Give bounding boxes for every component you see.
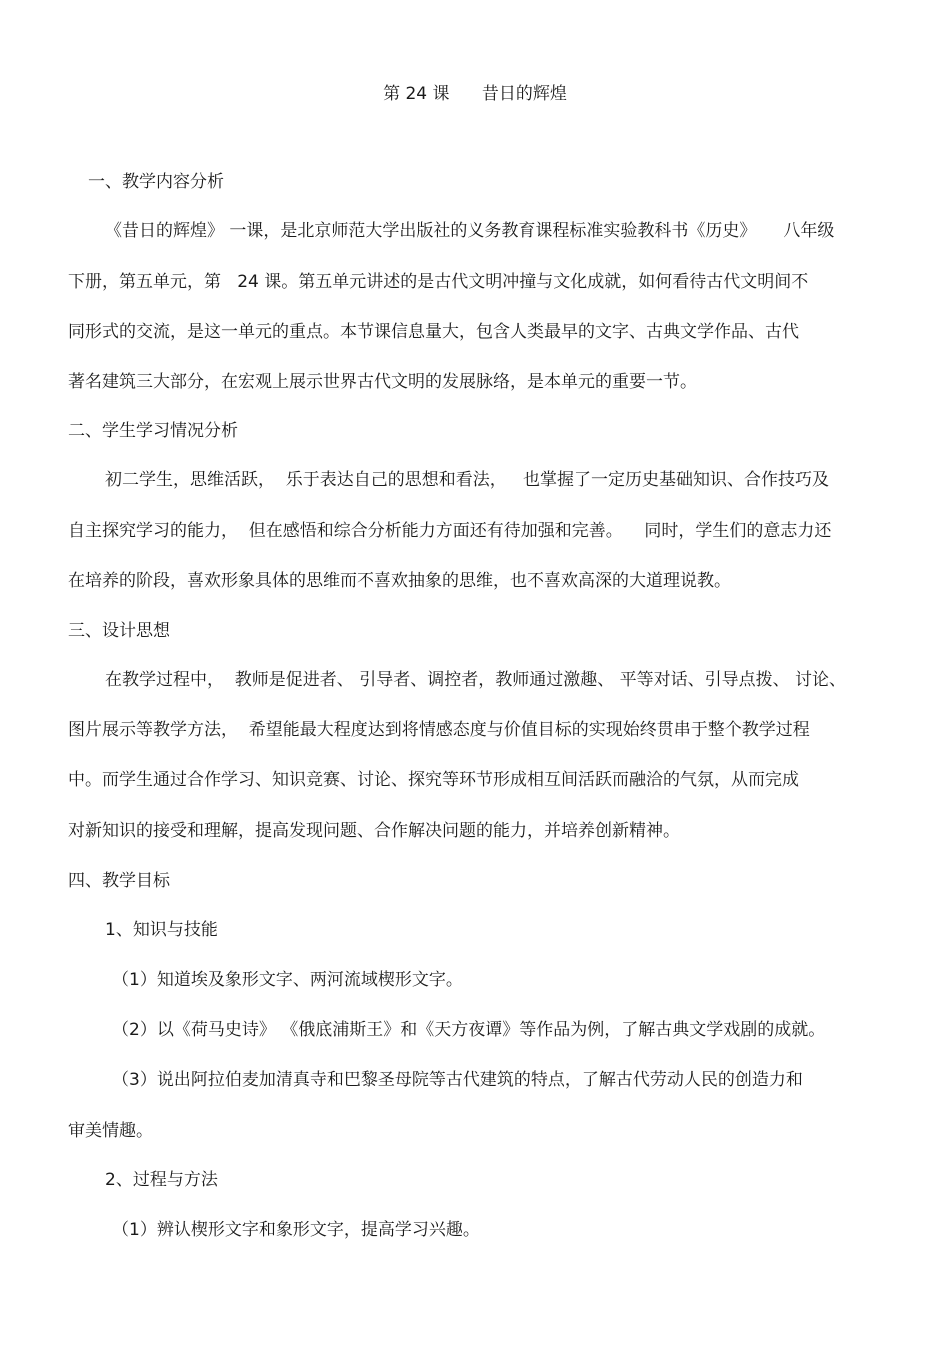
paragraph-line: 中。而学生通过合作学习、知识竞赛、讨论、探究等环节形成相互间活跃而融洽的气氛，从而完成 bbox=[68, 770, 799, 790]
paragraph-line: 《昔日的辉煌》 一课，是北京师范大学出版社的义务教育课程标准实验教科书《历史》 八年级 bbox=[105, 221, 835, 241]
section-heading-design: 三、设计思想 bbox=[68, 621, 170, 641]
paragraph-line: 初二学生，思维活跃， 乐于表达自己的思想和看法， 也掌握了一定历史基础知识、合作技巧及 bbox=[105, 470, 830, 490]
paragraph-line: 下册，第五单元，第 24 课。第五单元讲述的是古代文明冲撞与文化成就，如何看待古代文明间不 bbox=[68, 272, 809, 292]
section-heading-content-analysis: 一、教学内容分析 bbox=[88, 172, 224, 192]
subheading-knowledge-skills: 1、知识与技能 bbox=[105, 920, 218, 940]
list-item: （1）知道埃及象形文字、两河流域楔形文字。 bbox=[112, 970, 463, 990]
list-item: （2）以《荷马史诗》 《俄底浦斯王》和《天方夜谭》等作品为例，了解古典文学戏剧的成就。 bbox=[112, 1020, 826, 1040]
paragraph-line: 对新知识的接受和理解，提高发现问题、合作解决问题的能力，并培养创新精神。 bbox=[68, 821, 680, 841]
list-item: （1）辨认楔形文字和象形文字，提高学习兴趣。 bbox=[112, 1220, 480, 1240]
lesson-title: 第 24 课 昔日的辉煌 bbox=[383, 84, 567, 104]
paragraph-line: 著名建筑三大部分，在宏观上展示世界古代文明的发展脉络，是本单元的重要一节。 bbox=[68, 372, 697, 392]
paragraph-line: 图片展示等教学方法， 希望能最大程度达到将情感态度与价值目标的实现始终贯串于整个教学过程 bbox=[68, 720, 810, 740]
subheading-process-method: 2、过程与方法 bbox=[105, 1170, 218, 1190]
section-heading-objectives: 四、教学目标 bbox=[68, 871, 170, 891]
section-heading-student-analysis: 二、学生学习情况分析 bbox=[68, 421, 238, 441]
paragraph-line: 在教学过程中， 教师是促进者、 引导者、调控者，教师通过激趣、 平等对话、引导点拨、 讨论、 bbox=[105, 670, 847, 690]
list-item: （3）说出阿拉伯麦加清真寺和巴黎圣母院等古代建筑的特点，了解古代劳动人民的创造力和 bbox=[112, 1070, 803, 1090]
paragraph-line: 同形式的交流，是这一单元的重点。本节课信息量大，包含人类最早的文字、古典文学作品、古代 bbox=[68, 322, 799, 342]
paragraph-line: 自主探究学习的能力， 但在感悟和综合分析能力方面还有待加强和完善。 同时，学生们的意志力还 bbox=[68, 521, 832, 541]
list-item-continuation: 审美情趣。 bbox=[68, 1121, 153, 1141]
paragraph-line: 在培养的阶段，喜欢形象具体的思维而不喜欢抽象的思维，也不喜欢高深的大道理说教。 bbox=[68, 571, 731, 591]
